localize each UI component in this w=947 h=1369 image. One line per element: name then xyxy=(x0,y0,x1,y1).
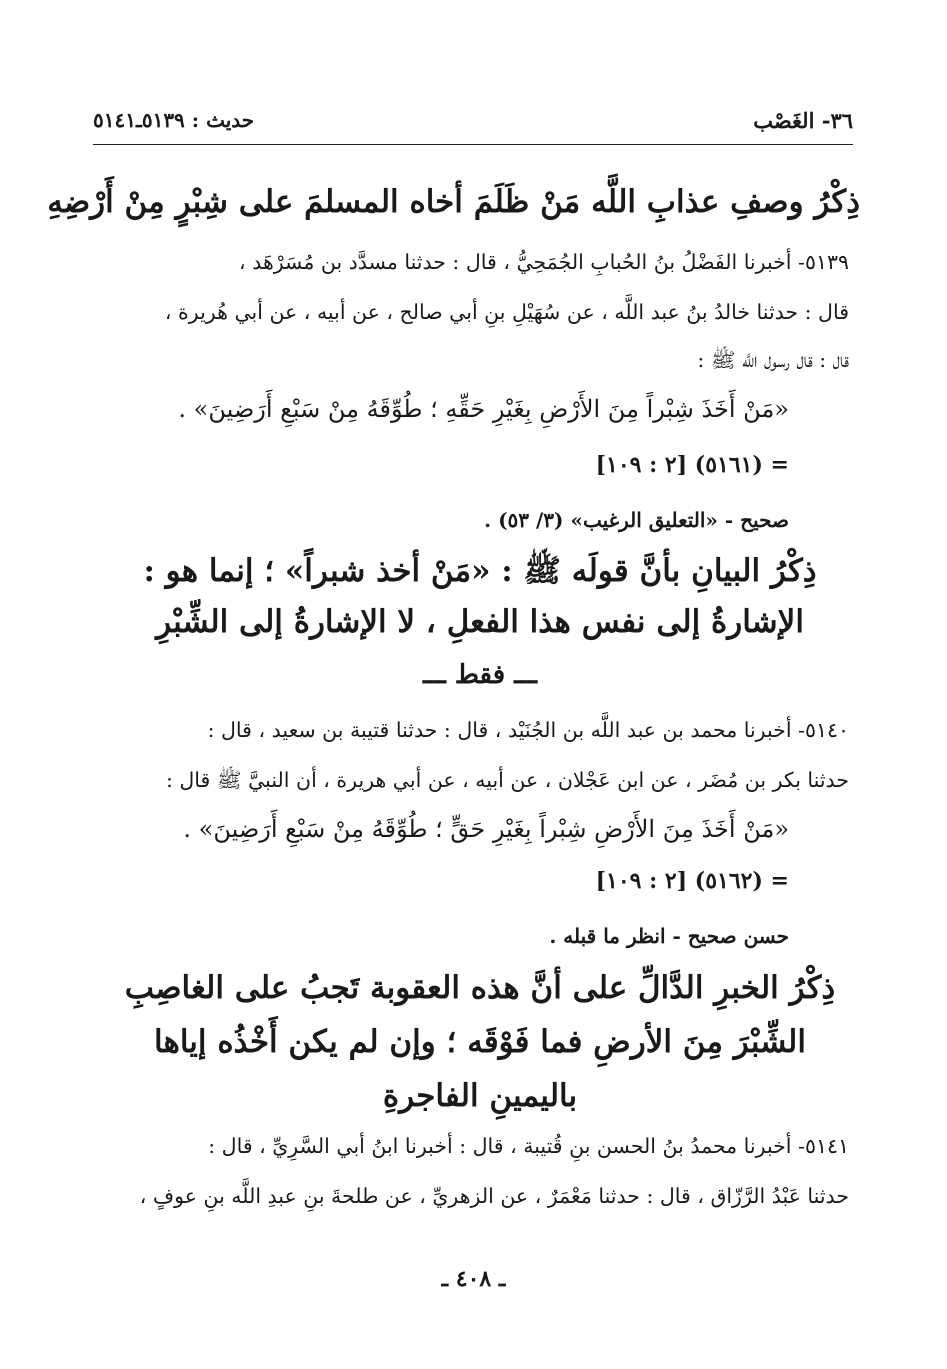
hadith-text: «مَنْ أَخَذَ مِنَ الأَرْضِ شِبْراً بِغَيْرِ حَقٍّ ؛ طُوِّقَهُ مِنْ سَبْعِ أَرَضِينَ» . xyxy=(183,815,789,843)
isnad-line: ٥١٤٠- أخبرنا محمد بن عبد اللَّه بن الجُنَيْد ، قال : حدثنا قتيبة بن سعيد ، قال : xyxy=(207,718,849,742)
isnad-line: قال : قال رسول اللَّه ﷺ : xyxy=(697,348,849,372)
section-title: ذِكْرُ الخبرِ الدَّالِّ على أنَّ هذه العقوبة تَجبُ على الغاصِبِ xyxy=(124,970,836,1006)
hadith-text: «مَنْ أَخَذَ شِبْراً مِنَ الأَرْضِ بِغَيْرِ حَقِّهِ ؛ طُوِّقَهُ مِنْ سَبْعِ أَرَضِينَ» . xyxy=(178,395,789,423)
chapter-title: ٣٦- الغَصْب xyxy=(753,108,853,133)
section-title: الإشارةُ إلى نفس هذا الفعلِ ، لا الإشارةُ إلى الشِّبْرِ xyxy=(156,604,804,640)
cross-reference: = (٥١٦٢) [٢ : ١٠٩] xyxy=(595,868,789,894)
grading-note: حسن صحيح - انظر ما قبله . xyxy=(549,924,789,948)
isnad-line: قال : حدثنا خالدُ بنُ عبد اللَّه ، عن سُهَيْلِ بنِ أبي صالح ، عن أبيه ، عن أبي هُريرة ، xyxy=(164,300,849,324)
isnad-line: ٥١٣٩- أخبرنا الفَضْلُ بنُ الحُبابِ الجُمَحِيُّ ، قال : حدثنا مسدَّد بن مُسَرْهَد ، xyxy=(239,250,849,274)
section-title: الشِّبْرَ مِنَ الأرضِ فما فَوْقَه ؛ وإن لم يكن أَخْذُه إياها xyxy=(154,1024,806,1060)
section-title: باليمينِ الفاجرةِ xyxy=(382,1078,578,1114)
running-header xyxy=(93,108,853,145)
hadith-range: حديث : ٥١٣٩ـ٥١٤١ xyxy=(93,108,255,132)
page-number: ـ ٤٠٨ ـ xyxy=(441,1266,506,1292)
section-title: ذِكْرُ البيانِ بأنَّ قولَه ﷺ : «مَنْ أخذ شبراً» ؛ إنما هو : xyxy=(143,553,817,589)
cross-reference: = (٥١٦١) [٢ : ١٠٩] xyxy=(595,452,789,478)
isnad-line: ٥١٤١- أخبرنا محمدُ بنُ الحسن بنِ قُتيبة ، قال : أخبرنا ابنُ أبي السَّرِيِّ ، قال : xyxy=(208,1134,849,1158)
isnad-line: حدثنا عَبْدُ الرَّزّاق ، قال : حدثنا مَعْمَرٌ ، عن الزهريِّ ، عن طلحةَ بنِ عبدِ اللَّه بنِ عوفٍ ، xyxy=(139,1184,849,1208)
isnad-line: حدثنا بكر بن مُضَر ، عن ابن عَجْلان ، عن أبيه ، عن أبي هريرة ، أن النبيَّ ﷺ قال : xyxy=(165,768,849,792)
section-title: ذِكْرُ وصفِ عذابِ اللَّه مَنْ ظَلَمَ أخاه المسلمَ على شِبْرٍ مِنْ أَرْضِهِ xyxy=(47,184,860,220)
section-title: ـــ فقط ـــ xyxy=(422,660,538,690)
grading-note: صحيح - «التعليق الرغيب» (٣/ ٥٣) . xyxy=(484,508,789,532)
